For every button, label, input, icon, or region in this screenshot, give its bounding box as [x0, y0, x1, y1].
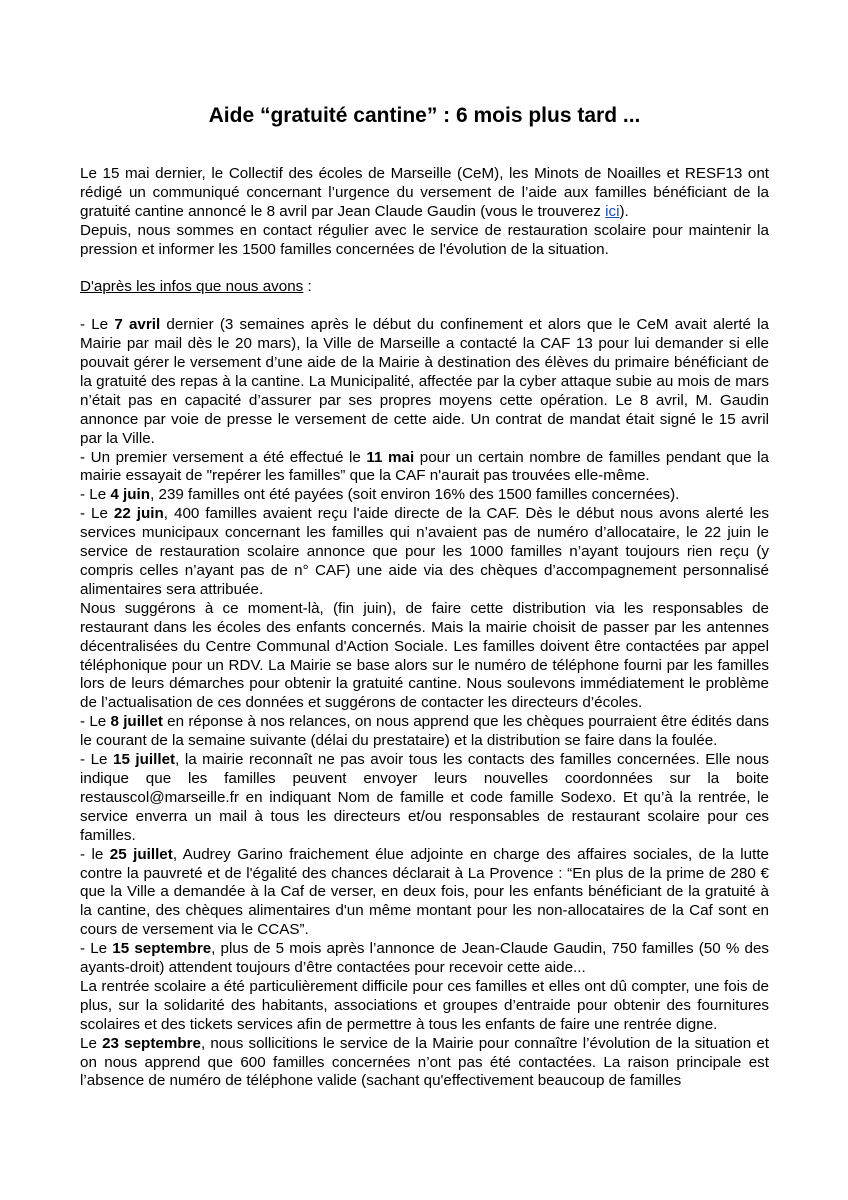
item-text: dernier (3 semaines après le début du confinement et alors que le CeM avait alerté la Mairie par mail dès le 20 mars), la Ville de Marseille a contacté la CAF 13 pour lui demander si elle pouvait gérer le versement d’une aide de la Mairie à destination des élèves du primaire bénéficiant de la gratuité des repas à la cantine. La Municipalité, affectée par la cyber attaque subie au mois de mars n’était pas en capacité d’assurer par ses propres moyens cette opération. Le 8 avril, M. Gaudin annonce par voie de presse le versement de cette aide. Un contrat de mandat était signé le 15 avril par la Ville. [80, 316, 769, 447]
item-text: , plus de 5 mois après l’annonce de Jean-Claude Gaudin, 750 familles (50 % des ayants-droit) attendent toujours d’être contactées pour recevoir cette aide... [80, 940, 769, 977]
timeline-item-15-septembre [80, 940, 769, 978]
item-prefix: Le [80, 1034, 103, 1052]
item-prefix: - le [80, 845, 110, 863]
timeline-item-23-septembre [80, 1035, 769, 1092]
item-prefix: - Le [80, 713, 111, 731]
timeline-item-11-mai [80, 449, 769, 487]
item-prefix: - Le [80, 316, 115, 334]
item-date: 23 septembre [102, 1034, 201, 1052]
item-date: 15 juillet [113, 751, 176, 769]
spacer [80, 297, 769, 316]
item-prefix: - Le [80, 751, 113, 769]
intro-text-end: ). [619, 202, 629, 220]
item-prefix: - Le [80, 505, 114, 523]
timeline-item-4-juin [80, 486, 769, 505]
item-date: 11 mai [366, 448, 415, 466]
item-date: 25 juillet [109, 845, 173, 863]
rentree-paragraph: La rentrée scolaire a été particulièrement difficile pour ces familles et elles ont dû compter, une fois de plus, sur la solidarité des habitants, associations et groupes d’entraide pour obtenir des fournitures scolaires et des tickets services afin de permettre à tous les enfants de faire une rentrée digne. [80, 977, 769, 1033]
infos-heading-text: D'après les infos que nous avons [80, 278, 304, 296]
item-prefix: - Le [80, 486, 111, 504]
document-title: Aide “gratuité cantine” : 6 mois plus tard ... [208, 104, 641, 127]
timeline-item-22-juin [80, 505, 769, 600]
intro-paragraph-2: Depuis, nous sommes en contact régulier avec le service de restauration scolaire pour maintenir la pression et informer les 1500 familles concernées de l'évolution de la situation. [80, 221, 769, 258]
item-text: , 400 familles avaient reçu l'aide directe de la CAF. Dès le début nous avons alerté les services municipaux concernant les familles qui n’avaient pas de numéro d’allocataire, le 22 juin le service de restauration scolaire annonce que pour les 1000 familles n’ayant toujours rien reçu (y compris celles n’ayant pas de n° CAF) une aide via des chèques d’accompagnement personnalisé alimentaires sera attribuée. [80, 505, 770, 598]
item-date: 15 septembre [112, 940, 212, 958]
infos-heading-colon: : [303, 278, 312, 296]
ici-link[interactable]: ici [605, 202, 620, 220]
item-date: 4 juin [110, 486, 151, 504]
item-date: 8 juillet [110, 713, 163, 731]
intro-text: Le 15 mai dernier, le Collectif des écoles de Marseille (CeM), les Minots de Noailles et RESF13 ont rédigé un communiqué concernant l’urgence du versement de l’aide aux familles bénéficiant de la gratuité cantine annoncé le 8 avril par Jean Claude Gaudin (vous le trouverez [80, 165, 769, 220]
item-prefix: - Le [80, 940, 113, 958]
item-text: pour un certain nombre de familles pendant que la mairie essayait de "repérer les familles” que la CAF n'aurait pas trouvées elle-même. [80, 448, 769, 485]
suggestion-paragraph: Nous suggérons à ce moment-là, (fin juin), de faire cette distribution via les responsables de restaurant dans les écoles des enfants concernés. Mais la mairie choisit de passer par les antennes décentralisées du Centre Communal d'Action Sociale. Les familles doivent être contactées par appel téléphonique pour un RDV. La Mairie se base alors sur le numéro de téléphone fourni par les familles lors de leurs démarches pour obtenir la gratuité cantine. Nous soulevons immédiatement le problème de l’actualisation de ces données et suggérons de contacter les directeurs d’écoles. [80, 599, 769, 712]
item-prefix: - Un premier versement a été effectué le [80, 448, 367, 466]
item-text: , 239 familles ont été payées (soit environ 16% des 1500 familles concernées). [150, 486, 680, 504]
timeline-item-15-juillet [80, 751, 769, 846]
timeline-item-7-avril [80, 316, 769, 448]
item-date: 22 juin [113, 505, 164, 523]
item-date: 7 avril [114, 316, 161, 334]
timeline-item-25-juillet [80, 846, 769, 941]
infos-heading [80, 278, 769, 297]
timeline-item-8-juillet [80, 713, 769, 751]
item-text: , la mairie reconnaît ne pas avoir tous les contacts des familles concernées. Elle nous indique que les familles peuvent envoyer leurs nouvelles coordonnées sur la boite restauscol@marseille.fr en indiquant Nom de famille et code famille Sodexo. Et qu’à la rentrée, le service enverra un mail à tous les directeurs et/ou responsables de restaurant scolaire pour ces familles. [80, 751, 770, 844]
item-text: en réponse à nos relances, on nous apprend que les chèques pourraient être édités dans le courant de la semaine suivante (délai du prestataire) et la distribution se faire dans la foulée. [80, 713, 770, 750]
intro-paragraph [80, 165, 769, 222]
item-text: , nous sollicitions le service de la Mairie pour connaître l’évolution de la situation et on nous apprend que 600 familles concernées n’ont pas été contactées. La raison principale est l’absence de numéro de téléphone valide (sachant qu'effectivement beaucoup de familles [80, 1034, 769, 1090]
item-text: , Audrey Garino fraichement élue adjointe en charge des affaires sociales, de la lutte contre la pauvreté et de l'égalité des chances déclarait à La Provence : “En plus de la prime de 280 € que la Ville a demandée à la Caf de verser, en deux fois, pour les enfants bénéficiant de la gratuité à la cantine, des chèques alimentaires d'un même montant pour les non-allocataires de la Caf sont en cours de versement via le CCAS”. [80, 845, 769, 939]
spacer [80, 260, 769, 279]
